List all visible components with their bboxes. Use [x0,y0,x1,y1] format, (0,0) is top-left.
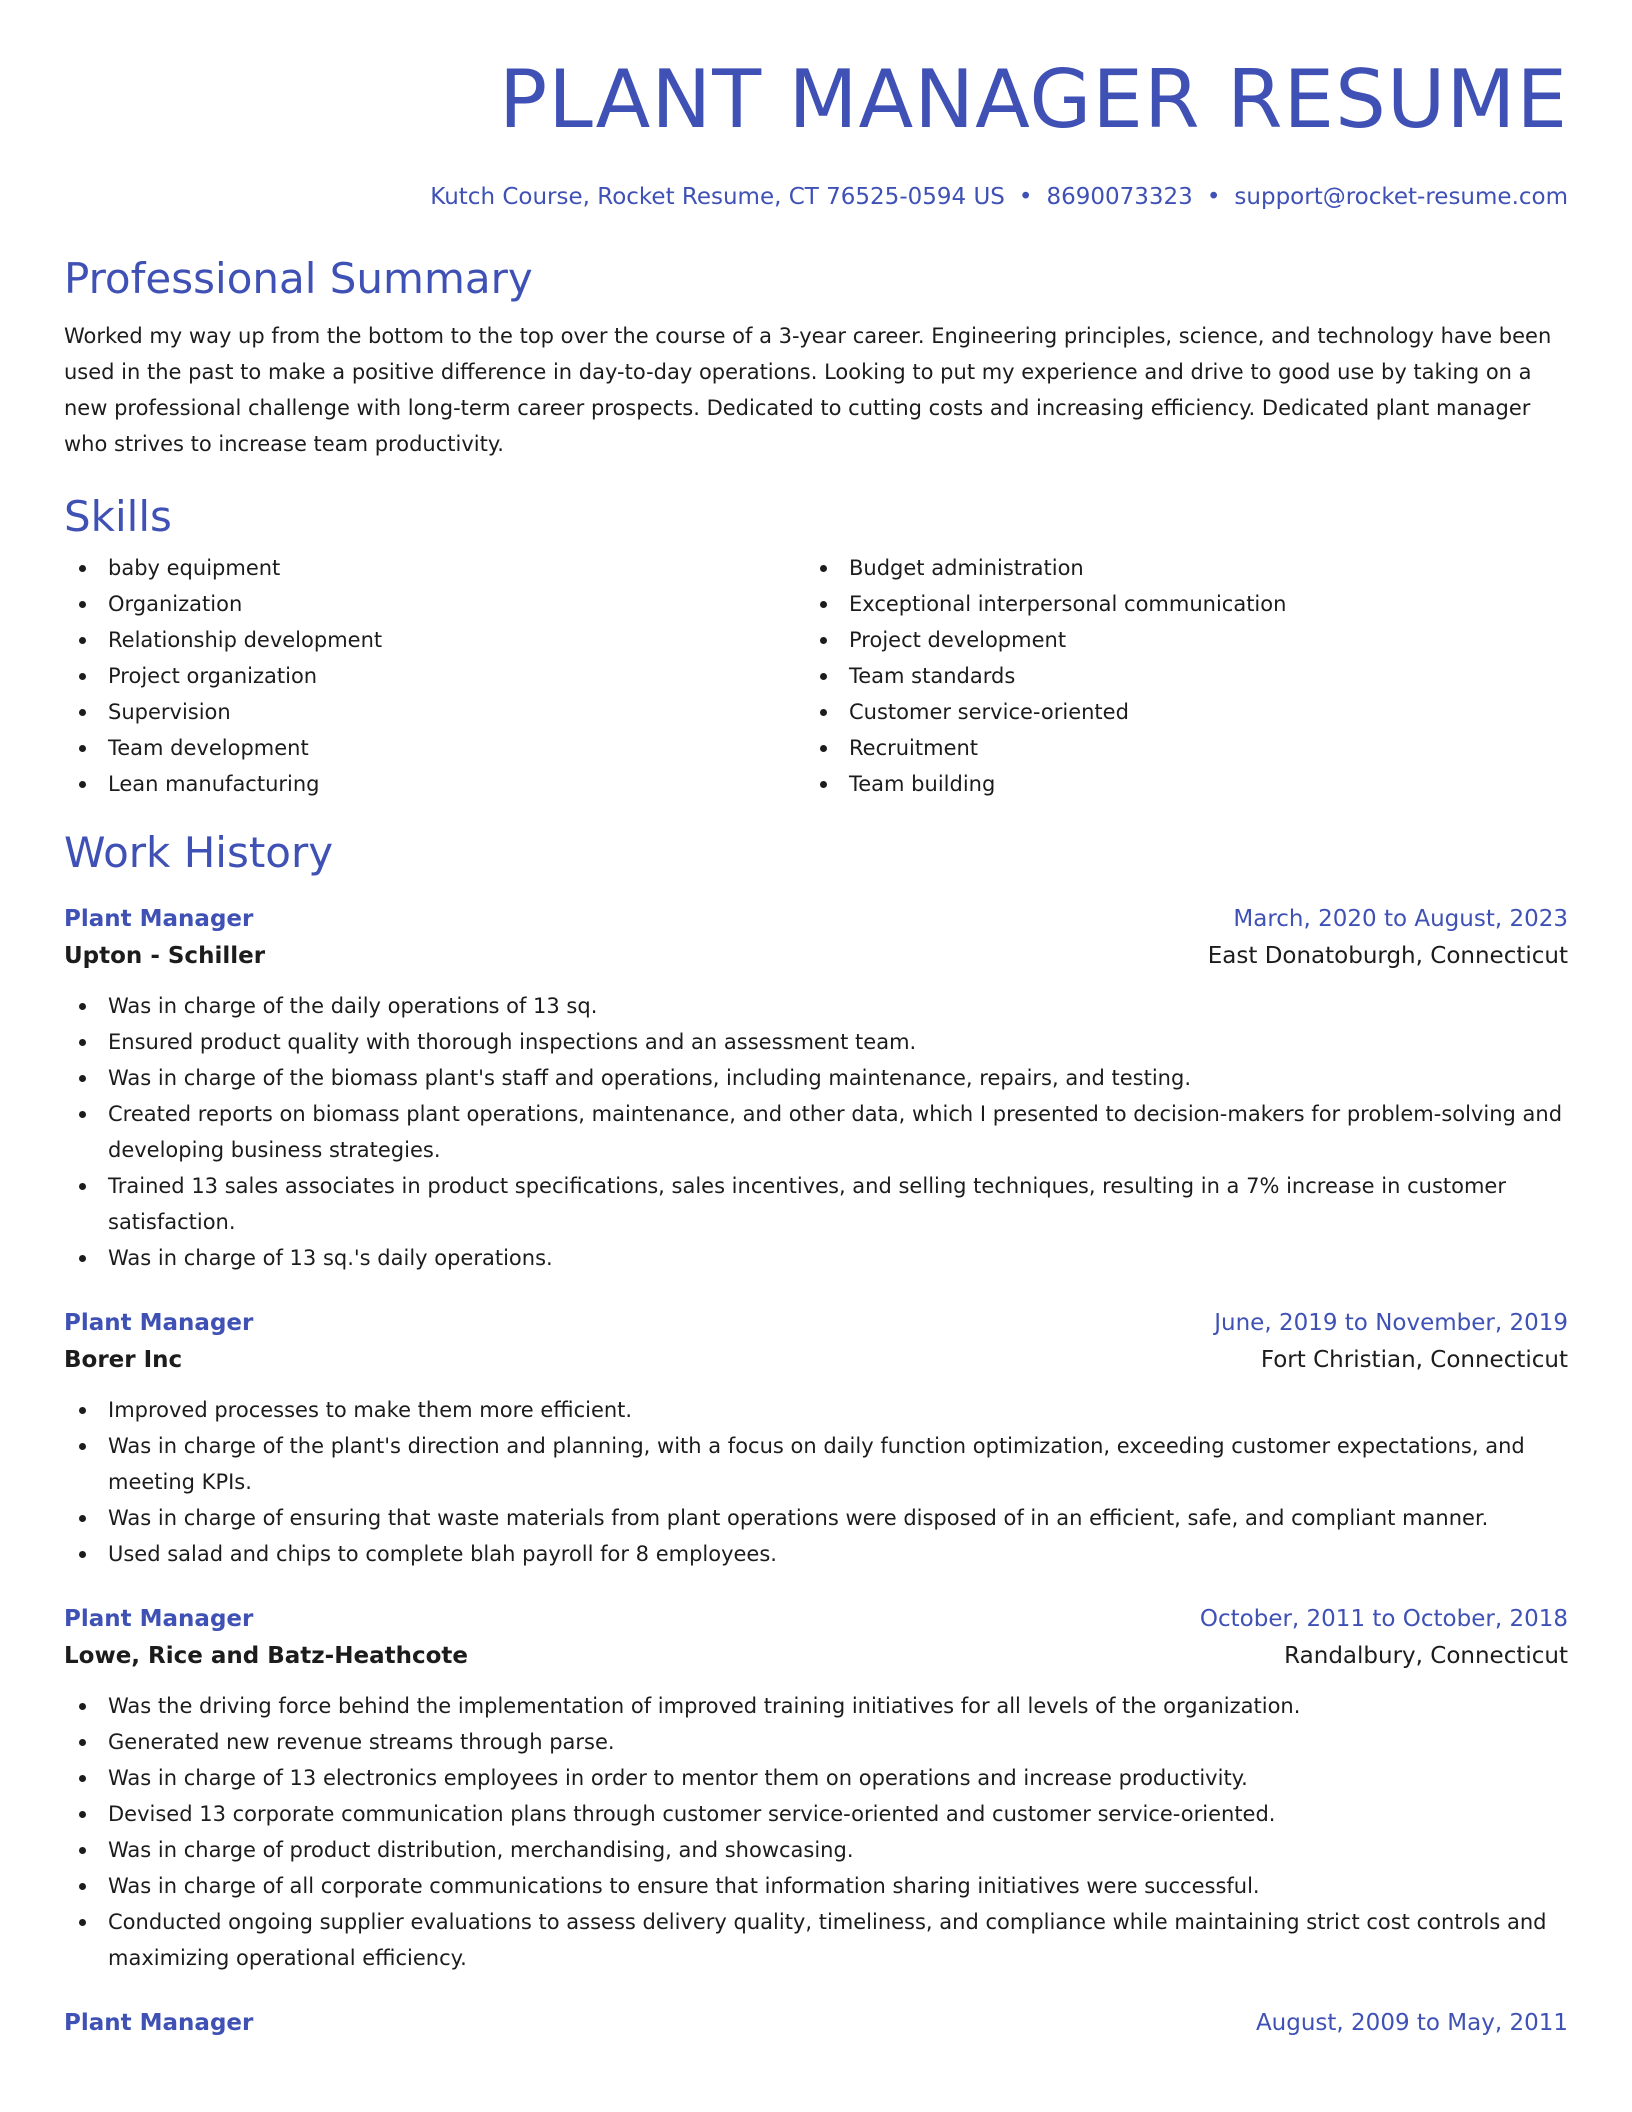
skill-item: Budget administration [805,550,1568,586]
job-entry [64,2004,1568,2042]
skills-heading: Skills [64,492,172,541]
contact-address: Kutch Course, Rocket Resume, CT 76525-0594 US [430,184,1005,210]
job-bullet: Devised 13 corporate communication plans through customer service-oriented and customer service-oriented. [64,1796,1568,1832]
job-bullet: Improved processes to make them more efficient. [64,1392,1568,1428]
skill-item: Organization [64,586,805,622]
skill-item: baby equipment [64,550,805,586]
skill-item: Project organization [64,658,805,694]
job-company: Borer Inc [64,1347,183,1373]
skill-item: Lean manufacturing [64,766,805,802]
job-bullet: Was the driving force behind the implementation of improved training initiatives for all levels of the organization. [64,1688,1568,1724]
job-company: Upton - Schiller [64,943,266,969]
job-company-row [64,1342,1568,1378]
skill-item: Relationship development [64,622,805,658]
job-company: Lowe, Rice and Batz-Heathcote [64,1643,468,1669]
summary-heading: Professional Summary [64,254,533,303]
contact-separator: • [1018,184,1033,210]
job-bullets [64,1688,1568,1976]
skill-item: Team building [805,766,1568,802]
skill-item: Team standards [805,658,1568,694]
job-location: Randalbury, Connecticut [1284,1643,1568,1669]
skills-grid [64,550,1568,802]
job-bullet: Conducted ongoing supplier evaluations to assess delivery quality, timeliness, and compliance while maintaining strict cost controls and maximizing operational efficiency. [64,1904,1568,1976]
job-bullet: Was in charge of the biomass plant's staff and operations, including maintenance, repairs, and testing. [64,1060,1568,1096]
job-dates: August, 2009 to May, 2011 [1255,2010,1568,2036]
job-bullets [64,1392,1568,1572]
skill-item: Exceptional interpersonal communication [805,586,1568,622]
job-entry [64,1304,1568,1572]
job-bullet: Was in charge of product distribution, merchandising, and showcasing. [64,1832,1568,1868]
job-bullet: Trained 13 sales associates in product specifications, sales incentives, and selling techniques, resulting in a 7% increase in customer satisfaction. [64,1168,1568,1240]
job-bullet: Was in charge of 13 sq.'s daily operations. [64,1240,1568,1276]
job-bullet: Created reports on biomass plant operations, maintenance, and other data, which I presented to decision-makers for problem-solving and developing business strategies. [64,1096,1568,1168]
job-company-row [64,938,1568,974]
skills-list-right [805,550,1568,802]
job-title: Plant Manager [64,906,254,932]
job-bullet: Was in charge of the daily operations of 13 sq. [64,988,1568,1024]
job-header-row [64,1600,1568,1638]
job-entry [64,900,1568,1276]
contact-email: support@rocket-resume.com [1234,184,1568,210]
job-bullet: Ensured product quality with thorough inspections and an assessment team. [64,1024,1568,1060]
job-bullet: Used salad and chips to complete blah payroll for 8 employees. [64,1536,1568,1572]
job-header-row [64,900,1568,938]
job-company-row [64,1638,1568,1674]
skill-item: Supervision [64,694,805,730]
contact-separator: • [1206,184,1221,210]
job-bullet: Generated new revenue streams through parse. [64,1724,1568,1760]
job-header-row [64,1304,1568,1342]
resume-title: PLANT MANAGER RESUME [498,53,1568,146]
job-dates: March, 2020 to August, 2023 [1233,906,1568,932]
job-dates: October, 2011 to October, 2018 [1199,1606,1568,1632]
job-entry [64,1600,1568,1976]
contact-phone: 8690073323 [1046,184,1193,210]
job-title: Plant Manager [64,2010,254,2036]
job-location: East Donatoburgh, Connecticut [1207,943,1568,969]
skill-item: Recruitment [805,730,1568,766]
job-title: Plant Manager [64,1310,254,1336]
skill-item: Project development [805,622,1568,658]
job-bullet: Was in charge of the plant's direction and planning, with a focus on daily function optimization, exceeding customer expectations, and meeting KPIs. [64,1428,1568,1500]
work-history-heading: Work History [64,828,334,877]
job-header-row [64,2004,1568,2042]
skill-item: Customer service-oriented [805,694,1568,730]
job-bullets [64,988,1568,1276]
job-bullet: Was in charge of all corporate communications to ensure that information sharing initiatives were successful. [64,1868,1568,1904]
job-dates: June, 2019 to November, 2019 [1214,1310,1568,1336]
job-bullet: Was in charge of ensuring that waste materials from plant operations were disposed of in an efficient, safe, and compliant manner. [64,1500,1568,1536]
skill-item: Team development [64,730,805,766]
job-bullet: Was in charge of 13 electronics employees in order to mentor them on operations and increase productivity. [64,1760,1568,1796]
contact-line [64,182,1568,212]
summary-text: Worked my way up from the bottom to the top over the course of a 3-year career. Engineering principles, science, and technology have been used in the past to make a positive difference in day-to-day operations. Looking to put my experience and drive to good use by taking on a new professional challenge with long-term career prospects. Dedicated to cutting costs and increasing efficiency. Dedicated plant manager who strives to increase team productivity. [64,324,1552,456]
job-title: Plant Manager [64,1606,254,1632]
job-location: Fort Christian, Connecticut [1260,1347,1568,1373]
skills-list-left [64,550,805,802]
